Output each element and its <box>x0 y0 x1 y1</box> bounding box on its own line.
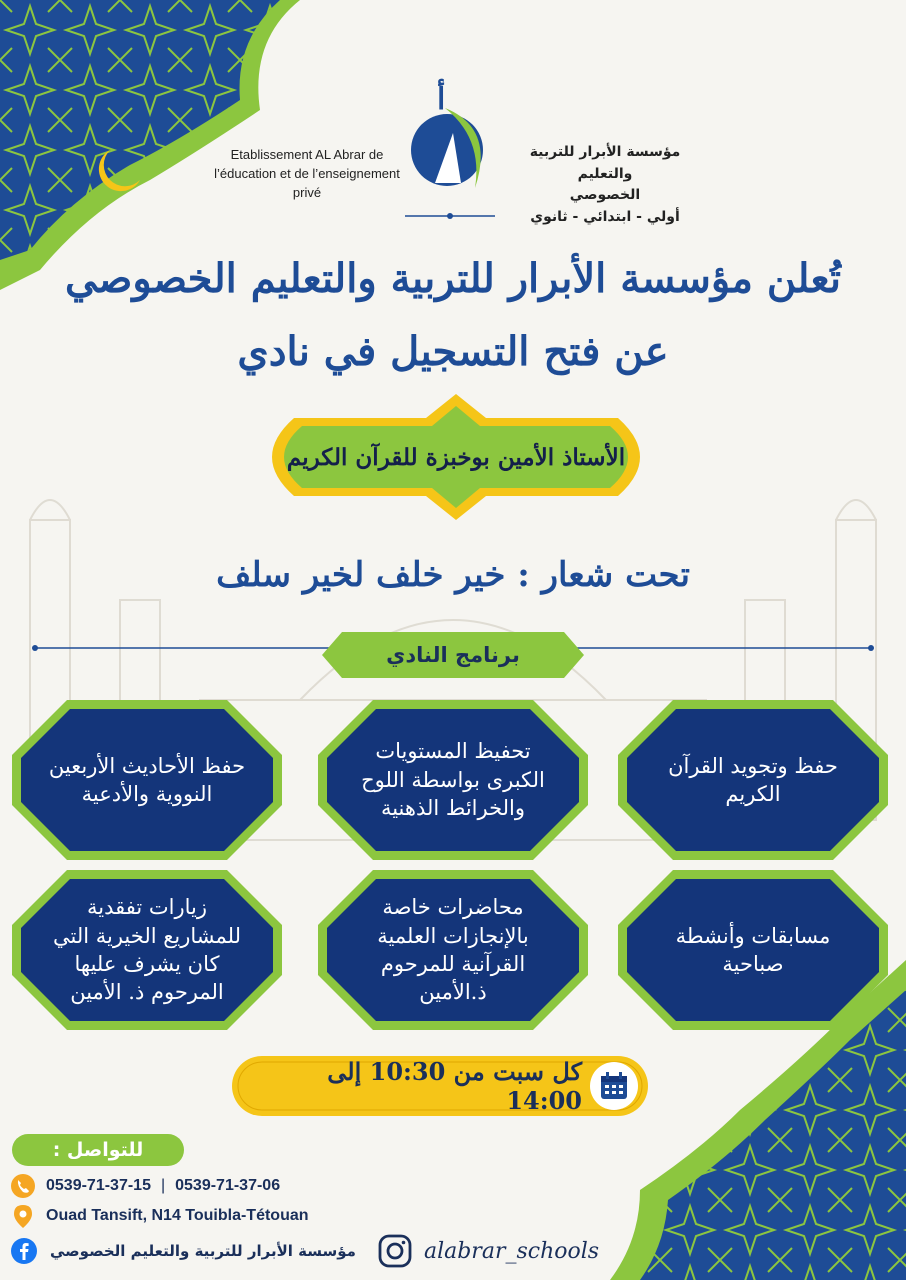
contact-title: للتواصل : <box>12 1134 184 1166</box>
ar-name <box>510 142 700 229</box>
program-item-5-text: محاضرات خاصة بالإنجازات العلمية القرآنية للمرحوم ذ.الأمين <box>377 895 529 1005</box>
club-name-badge <box>248 392 664 522</box>
program-item-2 <box>318 700 588 860</box>
schedule-text: كل سبت من 10:30 إلى 14:00 <box>327 1057 582 1115</box>
fr-name: Etablissement AL Abrar de l’éducation et de l’enseignement privé <box>214 147 400 200</box>
calendar-icon <box>598 1070 630 1102</box>
program-title: برنامج النادي <box>386 643 520 667</box>
social-row <box>10 1234 599 1268</box>
program-item-6 <box>12 870 282 1030</box>
program-item-4 <box>618 870 888 1030</box>
ar-levels: أولي - ابتدائي - ثانوي <box>530 209 680 226</box>
program-item-3-text: حفظ الأحاديث الأربعين النووية والأدعية <box>48 753 246 806</box>
logo-mark <box>405 88 495 198</box>
phone-icon <box>10 1173 36 1199</box>
program-item-3 <box>12 700 282 860</box>
club-name: الأستاذ الأمين بوخبزة للقرآن الكريم <box>286 443 626 471</box>
instagram-handle[interactable]: alabrar_schools <box>423 1238 600 1264</box>
address: Ouad Tansift, N14 Touibla-Tétouan <box>46 1207 309 1224</box>
logo-letter: أ <box>437 82 446 117</box>
schedule <box>232 1056 648 1116</box>
program-item-1 <box>618 700 888 860</box>
phone-separator: | <box>160 1177 166 1194</box>
phone-1[interactable]: 0539-71-37-15 <box>46 1177 151 1194</box>
address-row <box>10 1202 309 1230</box>
program-item-1-text: حفظ وتجويد القرآن الكريم <box>668 753 838 806</box>
program-item-4-text: مسابقات وأنشطة صباحية <box>675 923 831 976</box>
facebook-icon[interactable] <box>10 1237 38 1265</box>
logo <box>405 82 495 198</box>
slogan: تحت شعار : خير خلف لخير سلف <box>216 555 690 595</box>
instagram-icon[interactable] <box>378 1234 412 1268</box>
ar-name-line2: الخصوصي <box>569 187 641 204</box>
program-item-2-text: تحفيظ المستويات الكبرى بواسطة اللوح والخرائط الذهنية <box>361 739 545 821</box>
announcement-line2: عن فتح التسجيل في نادي <box>237 328 669 375</box>
phone-2[interactable]: 0539-71-37-06 <box>175 1177 281 1194</box>
announcement-line1: تُعلن مؤسسة الأبرار للتربية والتعليم الخصوصي <box>65 255 841 302</box>
ar-name-line1: مؤسسة الأبرار للتربية والتعليم <box>529 144 681 182</box>
phone-row <box>10 1172 280 1200</box>
program-item-5 <box>318 870 588 1030</box>
location-pin-icon <box>10 1203 36 1229</box>
facebook-name[interactable]: مؤسسة الأبرار للتربية والتعليم الخصوصي <box>50 1242 356 1260</box>
program-item-6-text: زيارات تفقدية للمشاريع الخيرية التي كان يشرف عليها المرحوم ذ. الأمين <box>52 895 242 1005</box>
